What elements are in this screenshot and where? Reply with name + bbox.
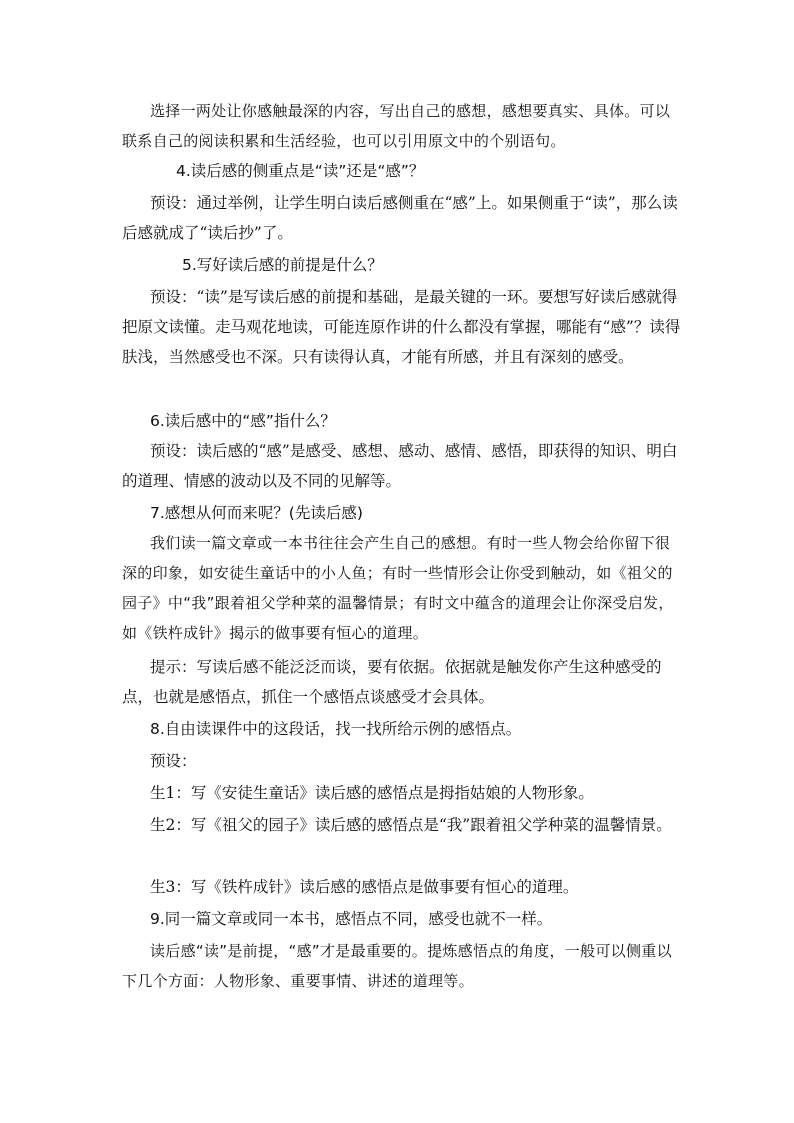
paragraph-preset-5: 预设：“读”是写读后感的前提和基础，是最关键的一环。要想写好读后感就得把原文读懂。走马观花地读，可能连原作讲的什么都没有掌握，哪能有“感”？读得肤浅，当然感受也不深。只有读得认真，才能有所感，并且有深刻的感受。 <box>122 288 681 366</box>
paragraph-preset-label: 预设： <box>150 752 197 770</box>
paragraph-writing-advice: 选择一两处让你感触最深的内容，写出自己的感想，感想要真实、具体。可以联系自己的阅读积累和生活经验，也可以引用原文中的个别语句。 <box>122 102 671 150</box>
student-2-answer: 生2：写《祖父的园子》读后感的感悟点是“我”跟着祖父学种菜的温馨情景。 <box>150 816 672 834</box>
paragraph-reading-feelings: 我们读一篇文章或一本书往往会产生自己的感想。有时一些人物会给你留下很深的印象，如安徒生童话中的小人鱼；有时一些情形会让你受到触动，如《祖父的园子》中“我”跟着祖父学种菜的温馨情景；有时文中蕴含的道理会让你深受启发，如《铁杵成针》揭示的做事要有恒心的道理。 <box>122 534 674 642</box>
student-3-answer: 生3：写《铁杵成针》读后感的感悟点是做事要有恒心的道理。 <box>150 878 579 896</box>
paragraph-preset-6: 预设：读后感的“感”是感受、感想、感动、感情、感悟，即获得的知识、明白的道理、情感的波动以及不同的见解等。 <box>122 442 678 490</box>
student-1-answer: 生1：写《安徒生童话》读后感的感悟点是拇指姑娘的人物形象。 <box>150 784 594 802</box>
question-6-heading: 6.读后感中的“感”指什么？ <box>150 412 336 430</box>
question-4-heading: 4.读后感的侧重点是“读”还是“感”？ <box>176 162 425 180</box>
question-7-heading: 7.感想从何而来呢？(先读后感) <box>150 504 363 522</box>
question-5-heading: 5.写好读后感的前提是什么？ <box>182 256 383 274</box>
paragraph-summary: 读后感“读”是前提，“感”才是最重要的。提炼感悟点的角度，一般可以侧重以下几个方面：人物形象、重要事情、讲述的道理等。 <box>122 942 672 990</box>
question-8-heading: 8.自由读课件中的这段话，找一找所给示例的感悟点。 <box>150 720 522 738</box>
paragraph-preset-4: 预设：通过举例，让学生明白读后感侧重在“感”上。如果侧重于“读”，那么读后感就成了“读后抄”了。 <box>122 194 678 242</box>
paragraph-tip: 提示：写读后感不能泛泛而谈，要有依据。依据就是触发你产生这种感受的点，也就是感悟点，抓住一个感悟点谈感受才会具体。 <box>122 658 662 706</box>
question-9-heading: 9.同一篇文章或同一本书，感悟点不同，感受也就不一样。 <box>150 910 553 928</box>
